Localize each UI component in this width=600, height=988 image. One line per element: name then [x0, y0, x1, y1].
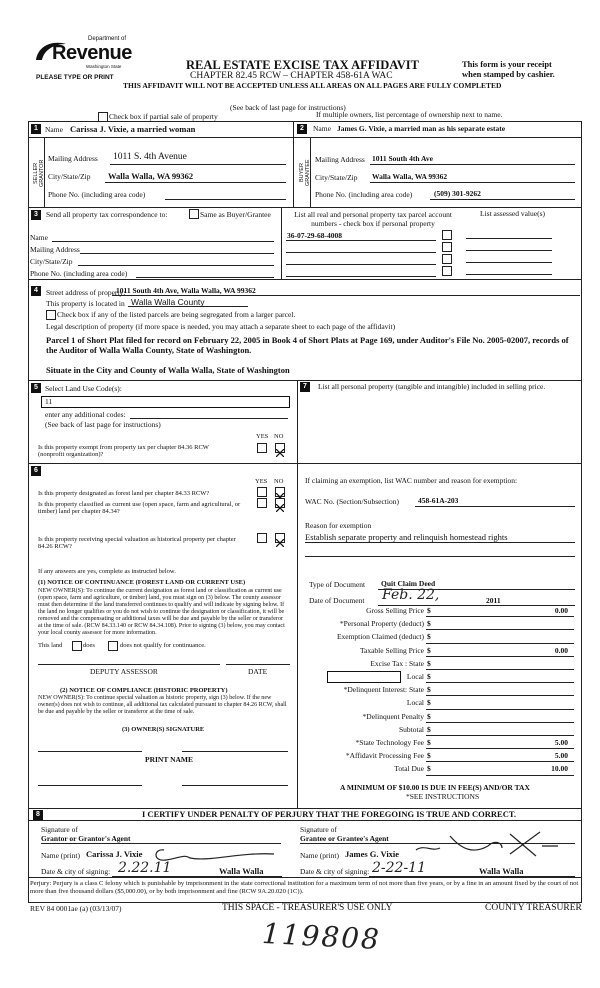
grantee-date-handwritten: 2-22-11 [372, 860, 426, 876]
grantee-city: Walla Walla [479, 866, 524, 876]
tax-row [300, 618, 580, 631]
form-chapter: CHAPTER 82.45 RCW – CHAPTER 458-61A WAC [190, 71, 393, 81]
buyer-name-label: Name [313, 124, 331, 133]
section-6-number: 6 [31, 466, 41, 476]
tax-row-label: Gross Selling Price [366, 606, 424, 615]
personal-property-label: List all personal property (tangible and intangible) included in selling price. [318, 382, 546, 391]
dollar-sign: $ [427, 606, 431, 615]
logo-sub: Washington State [86, 64, 122, 69]
seller-name: Carissa J. Vixie, a married woman [70, 124, 196, 134]
grantor-name-label: Name (print) [41, 851, 80, 860]
certify-statement: I CERTIFY UNDER PENALTY OF PERJURY THAT THE FOREGOING IS TRUE AND CORRECT. [142, 809, 517, 819]
tax-row-label: Local [406, 672, 424, 681]
current-use-yes-checkbox[interactable] [257, 498, 267, 508]
dollar-sign: $ [427, 619, 431, 629]
wac-number: 458-61A-203 [418, 496, 459, 505]
doc-date-handwritten: Feb. 22, [382, 587, 440, 603]
seller-phone-label: Phone No. (including area code) [48, 190, 146, 199]
wac-no-label: WAC No. (Section/Subsection) [305, 497, 399, 506]
tax-row-label: Excise Tax : State [370, 658, 424, 668]
section-7-number: 7 [300, 382, 310, 392]
tax-row-label: *Delinquent Penalty [362, 711, 424, 721]
dollar-sign: $ [427, 738, 431, 747]
tax-row-label: *Delinquent Interest: State [343, 685, 424, 695]
legal-description: Parcel 1 of Short Plat filed for record on February 22, 2005 in Book 4 of Short Plats at Page 169, under Auditor's File No. 2005-02007, records of the Auditor of Walla Walla County, State of Washington. [46, 335, 569, 356]
forest-yes-checkbox[interactable] [257, 487, 267, 497]
parcel-heading: List all real and personal property tax parcel account numbers - check box if personal property [294, 210, 452, 228]
exempt-yes-checkbox[interactable] [257, 443, 267, 453]
buyer-mailing: 1011 South 4th Ave [372, 154, 433, 163]
notice2-title: (2) NOTICE OF COMPLIANCE (HISTORIC PROPERTY) [60, 687, 228, 694]
personal-prop-checkbox-1[interactable] [442, 230, 452, 240]
tax-row-label: Taxable Selling Price [359, 645, 424, 655]
buyer-city-label: City/State/Zip [315, 173, 358, 182]
notice1-title: (1) NOTICE OF CONTINUANCE (FOREST LAND OR CURRENT USE) [38, 579, 246, 586]
situate-line: Situate in the City and County of Walla Walla, State of Washington [46, 365, 290, 375]
receipt-note-2: when stamped by cashier. [462, 69, 555, 79]
s3-mailing-label: Mailing Address [30, 245, 80, 254]
tax-row-label: Exemption Claimed (deduct) [336, 632, 424, 642]
section-4-number: 4 [31, 286, 41, 296]
tax-row-value: 0.00 [554, 606, 568, 615]
section-3-number: 3 [31, 210, 41, 220]
doc-year: 2011 [486, 596, 501, 605]
partial-sale-label: Check box if partial sale of property [109, 112, 218, 121]
exemption-reason: Establish separate property and relinquish homestead rights [305, 532, 508, 542]
seller-name-label: Name [45, 125, 63, 134]
grantor-agent-label: Grantor or Grantor's Agent [41, 834, 131, 843]
section-1-number: 1 [31, 124, 41, 134]
tax-row-label: *Personal Property (deduct) [339, 619, 424, 629]
s5-see-back: (See back of last page for instructions) [45, 420, 161, 429]
seller-city-label: City/State/Zip [48, 172, 91, 181]
owner-signature-label: (3) OWNER(S) SIGNATURE [122, 726, 205, 733]
s3-city-label: City/State/Zip [30, 257, 73, 266]
personal-prop-checkbox-2[interactable] [442, 242, 452, 252]
dollar-sign: $ [427, 632, 431, 642]
s6-yes: YES [255, 478, 268, 485]
county-treasurer: COUNTY TREASURER [485, 903, 582, 913]
does-qualify-checkbox[interactable] [72, 641, 82, 651]
form-title: REAL ESTATE EXCISE TAX AFFIDAVIT [186, 58, 419, 72]
tax-row-label: *State Technology Fee [355, 738, 424, 747]
dollar-sign: $ [427, 751, 431, 761]
s5-no: NO [274, 433, 284, 440]
perjury-statement: Perjury: Perjury is a class C felony which is punishable by imprisonment in the state correctional institution for a maximum term of not more than five years, or by a fine in an amount fixed by the court of not more than five thousand dollars ($5,000.00), or by both imprisonment and fine (RCW 9A.20.020 (1C)). [30, 880, 579, 895]
historic-yes-checkbox[interactable] [257, 533, 267, 543]
same-as-buyer-checkbox[interactable] [189, 209, 199, 219]
dollar-sign: $ [427, 685, 431, 695]
dollar-sign: $ [427, 698, 431, 708]
receipt-note-1: This form is your receipt [462, 59, 552, 69]
s3-name-label: Name [30, 233, 48, 242]
tax-row-label: Local [406, 698, 424, 708]
if-yes-note: If any answers are yes, complete as instructed below. [38, 568, 176, 575]
seller-mailing-label: Mailing Address [48, 154, 98, 163]
grantee-agent-label: Grantee or Grantee's Agent [300, 834, 389, 843]
tax-row [300, 697, 580, 710]
buyer-name: James G. Vixie, a married man as his separate estate [337, 124, 506, 133]
doc-type: Quit Claim Deed [381, 579, 436, 588]
assessed-heading: List assessed value(s) [480, 209, 545, 218]
additional-codes-label: enter any additional codes: [45, 410, 126, 419]
historic-question: Is this property receiving special valuation as historical property per chapter 84.26 RCW? [38, 536, 236, 551]
treasurer-use-only: THIS SPACE - TREASURER'S USE ONLY [222, 903, 393, 913]
grantee-name-label: Name (print) [300, 851, 339, 860]
s6-no: NO [274, 478, 284, 485]
current-use-no-checkbox[interactable] [275, 498, 285, 508]
does-not-qualify-checkbox[interactable] [108, 641, 118, 651]
tax-row [300, 605, 580, 618]
tax-row [300, 711, 580, 724]
dollar-sign: $ [427, 658, 431, 668]
grantee-signature [410, 826, 560, 860]
segregated-checkbox[interactable] [46, 310, 56, 320]
reason-label: Reason for exemption [305, 521, 372, 530]
forest-question: Is this property designated as forest land per chapter 84.33 RCW? [38, 490, 210, 497]
type-or-print: PLEASE TYPE OR PRINT [36, 74, 114, 81]
segregated-label: Check box if any of the listed parcels are being segregated from a larger parcel. [57, 310, 296, 319]
deputy-assessor-label: DEPUTY ASSESSOR [90, 667, 158, 676]
seller-city: Walla Walla, WA 99362 [108, 171, 194, 181]
buyer-side-label: BUYER GRANTEE [299, 159, 311, 187]
tax-row [300, 658, 580, 671]
revenue-logo [28, 36, 132, 76]
tax-row [300, 671, 580, 684]
multiple-owners-note: If multiple owners, list percentage of ownership next to name. [316, 110, 503, 119]
stamp-number-handwritten: 119808 [261, 916, 382, 957]
grantor-date-city-label: Date & city of signing: [41, 867, 111, 876]
buyer-city: Walla Walla, WA 99362 [372, 172, 448, 181]
tax-row [300, 631, 580, 644]
dollar-sign: $ [427, 645, 431, 655]
tax-row [300, 645, 580, 658]
tax-row-label: *Affidavit Processing Fee [345, 751, 424, 761]
dollar-sign: $ [427, 672, 431, 681]
doc-date-label: Date of Document [309, 596, 365, 605]
tax-row-label: Total Due [394, 764, 424, 774]
doc-type-label: Type of Document [309, 580, 366, 589]
minimum-due-note: A MINIMUM OF $10.00 IS DUE IN FEE(S) AND/OR TAX [340, 783, 530, 792]
located-county: Walla Walla County [131, 297, 205, 307]
exempt-question: Is this property exempt from property tax per chapter 84.36 RCW (nonprofit organization)? [38, 444, 209, 459]
personal-prop-checkbox-4[interactable] [442, 266, 452, 276]
this-land-label: This land [38, 642, 63, 649]
logo-word: Revenue [52, 42, 132, 64]
checked-icon [276, 504, 284, 512]
print-name-label: PRINT NAME [145, 755, 193, 764]
notice1-body: NEW OWNER(S): To continue the current designation as forest land or classification as current use (open space, farm and agriculture, or timber) land, you must sign on (3) below. The county assessor must then determine if the land transferred continues to qualify and will indicate by signing below. If the land no longer qualifies or you do not wish to continue the designation or classification, it will be removed and the compensating or additional taxes will be due and payable by the seller or transferor at the time of sale. (RCW 84.33.140 or RCW 84.34.108). Prior to signing (3) below, you may contact your local county assessor for more information. [38, 588, 285, 636]
located-label: This property is located in [46, 299, 125, 308]
notice2-body: NEW OWNER(S): To continue special valuation as historic property, sign (3) below. If the new owner(s) does not wish to continue, all additional tax calculated pursuant to chapter 84.26 RCW, shall be due and payable by the seller or transferor at the time of sale. [38, 695, 287, 715]
section-2-number: 2 [297, 124, 307, 134]
checked-icon [276, 449, 284, 457]
grantee-sig-of: Signature of [300, 825, 337, 834]
seller-side-label: SELLER GRANTOR [33, 159, 45, 187]
deputy-date-label: DATE [248, 667, 268, 676]
tax-row-value: 0.00 [554, 645, 568, 655]
grantee-date-city-label: Date & city of signing: [300, 867, 370, 876]
personal-prop-checkbox-3[interactable] [442, 254, 452, 264]
land-use-label: Select Land Use Code(s): [45, 384, 122, 393]
local-rate-field[interactable] [327, 671, 401, 683]
tax-row-label: Subtotal [398, 724, 424, 734]
historic-no-checkbox[interactable] [275, 533, 285, 543]
dollar-sign: $ [427, 724, 431, 734]
tax-row [300, 763, 580, 776]
checked-icon [276, 539, 284, 547]
buyer-phone-label: Phone No. (including area code) [315, 190, 413, 199]
grantee-print-name: James G. Vixie [345, 849, 400, 859]
forest-no-checkbox[interactable] [275, 487, 285, 497]
s5-yes: YES [256, 433, 269, 440]
tax-row-value: 5.00 [554, 751, 568, 761]
section-8-number: 8 [33, 810, 43, 820]
exempt-no-checkbox[interactable] [275, 443, 285, 453]
see-instructions-note: *SEE INSTRUCTIONS [406, 792, 480, 801]
s3-phone-label: Phone No. (including area code) [30, 269, 128, 278]
does-not-label: does not qualify for continuance. [120, 642, 206, 649]
parcel-number: 36-07-29-68-4008 [287, 231, 342, 240]
exemption-wac-label: If claiming an exemption, list WAC number and reason for exemption: [305, 476, 518, 485]
grantor-date-handwritten: 2.22.11 [118, 860, 172, 876]
land-use-field[interactable] [41, 396, 290, 408]
legal-label: Legal description of property (if more space is needed, you may attach a separate sheet to each page of the affidavit) [46, 322, 396, 331]
buyer-mailing-label: Mailing Address [315, 155, 365, 164]
dollar-sign: $ [427, 764, 431, 774]
grantor-sig-of: Signature of [41, 825, 78, 834]
buyer-phone: (509) 301-9262 [434, 189, 481, 198]
street-label: Street address of property: [46, 288, 126, 297]
does-label: does [83, 642, 95, 649]
current-use-question: Is this property classified as current use (open space, farm and agricultural, or timber) land per chapter 84.34? [38, 501, 241, 516]
tax-row [300, 750, 580, 763]
dollar-sign: $ [427, 711, 431, 721]
see-back-note: (See back of last page for instructions) [230, 103, 346, 112]
tax-row [300, 737, 580, 750]
tax-row-value: 10.00 [551, 764, 568, 774]
form-warning: THIS AFFIDAVIT WILL NOT BE ACCEPTED UNLESS ALL AREAS ON ALL PAGES ARE FULLY COMPLETED [123, 81, 502, 90]
section-5-number: 5 [31, 383, 41, 393]
street-address: 1011 South 4th Ave, Walla Walla, WA 99362 [116, 286, 256, 295]
grantor-city: Walla Walla [219, 866, 264, 876]
grantor-print-name: Carissa J. Vixie [86, 849, 143, 859]
seller-mailing: 1011 S. 4th Avenue [113, 152, 187, 162]
tax-row-value: 5.00 [554, 738, 568, 747]
land-use-value: 11 [45, 397, 53, 406]
tax-row [300, 724, 580, 737]
send-correspondence-label: Send all property tax correspondence to: [46, 210, 168, 219]
tax-row [300, 684, 580, 697]
form-number: REV 84 0001ae (a) (03/13/07) [30, 904, 122, 913]
same-as-buyer-label: Same as Buyer/Grantee [200, 210, 271, 219]
dept-line: Department of [88, 36, 127, 42]
